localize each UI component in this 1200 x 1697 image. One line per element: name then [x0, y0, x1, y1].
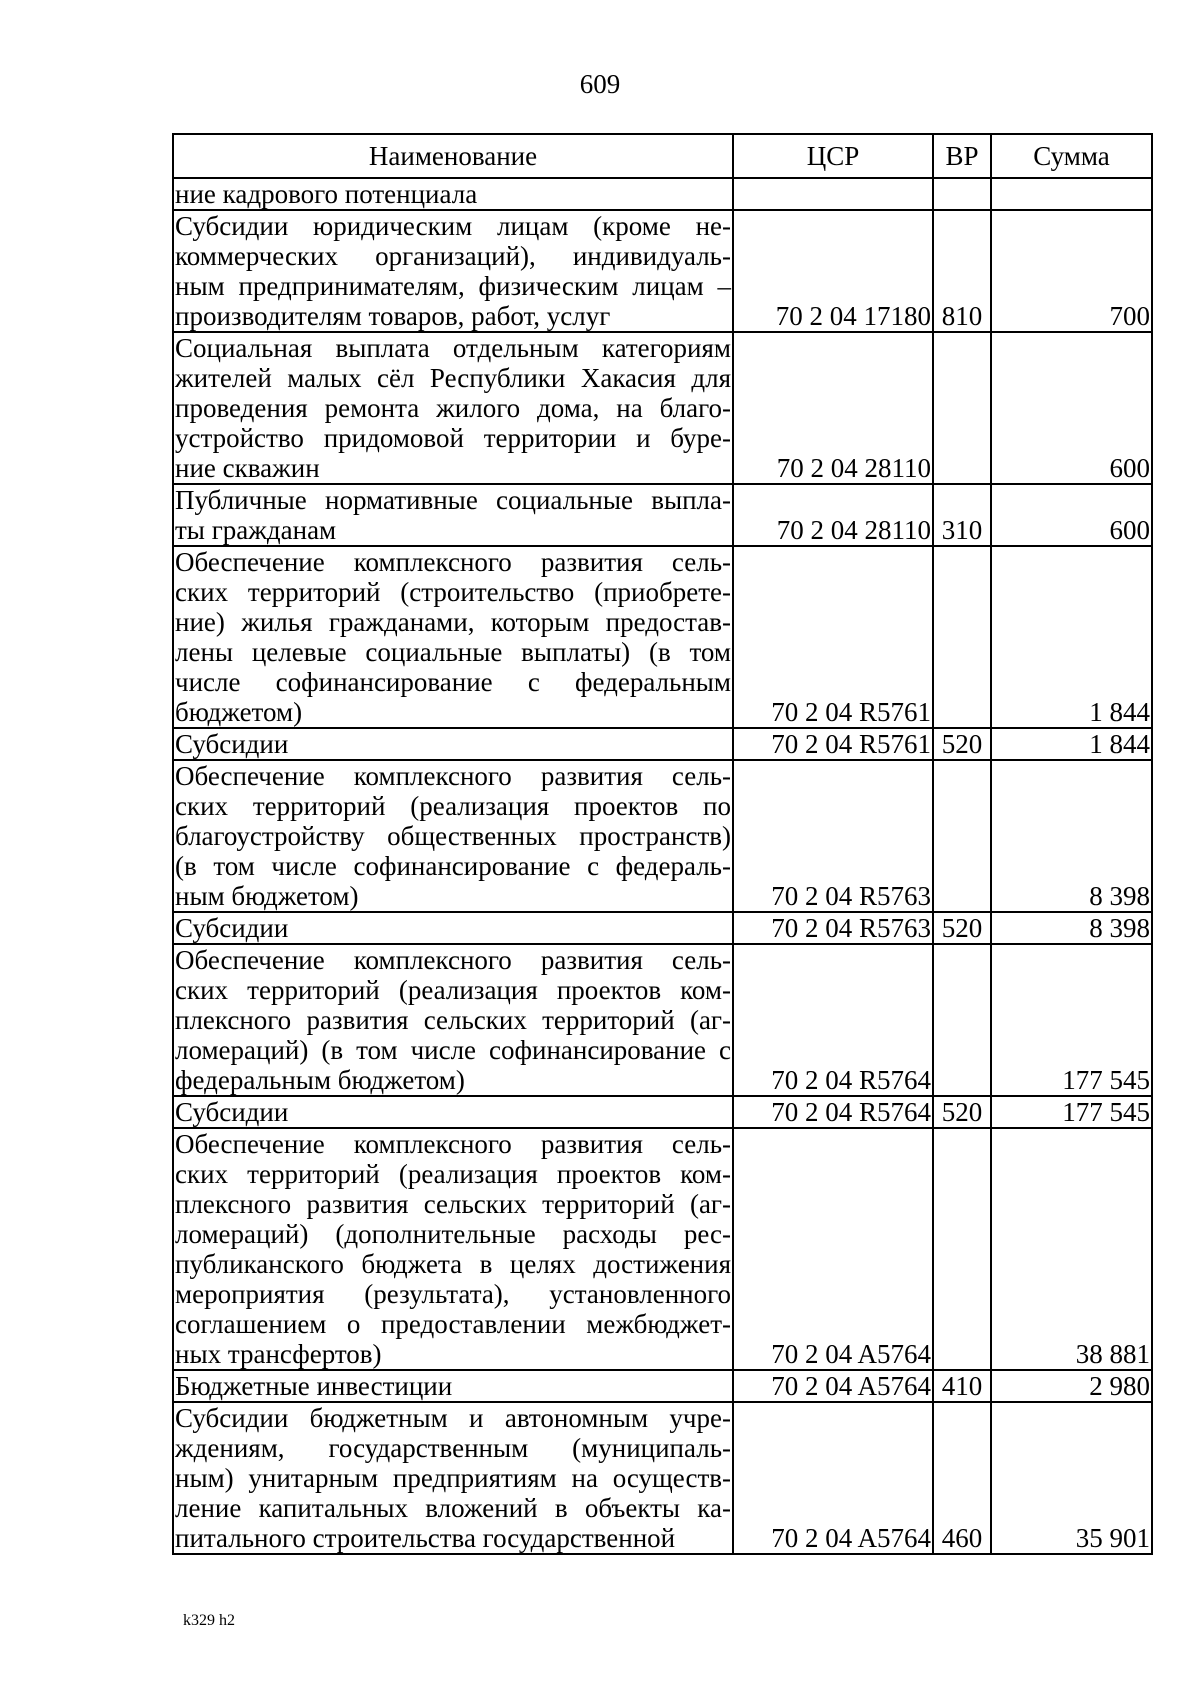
row-name-cell [173, 210, 733, 332]
row-name-line: Социальная выплата отдельным категориям [175, 333, 731, 363]
table-row [173, 1402, 1152, 1554]
row-vr-cell [933, 944, 991, 1096]
row-name-line: ным бюджетом) [175, 881, 359, 911]
row-name-line: благоустройству общественных пространств) [175, 821, 731, 851]
row-name-cell [173, 760, 733, 912]
row-vr-cell [933, 332, 991, 484]
row-name-line: публиканского бюджета в целях достижения [175, 1249, 731, 1279]
header-name: Наименование [173, 134, 733, 178]
row-name-line: ломераций) (в том числе софинансирование с [175, 1035, 731, 1065]
row-name-line: бюджетом) [175, 697, 303, 727]
row-name-line: числе софинансирование с федеральным [175, 667, 731, 697]
row-name-cell [173, 484, 733, 546]
row-name-line: ние) жилья гражданами, которым предостав- [175, 607, 731, 637]
header-vr: ВР [933, 134, 991, 178]
row-name-cell [173, 728, 733, 760]
row-name-line: ских территорий (реализация проектов ком- [175, 1159, 731, 1189]
row-name-line: Бюджетные инвестиции [175, 1371, 453, 1401]
row-vr-cell: 520 [933, 1096, 991, 1128]
row-name-line: ждениям, государственным (муниципаль- [175, 1433, 731, 1463]
table-row [173, 332, 1152, 484]
row-vr-cell: 310 [933, 484, 991, 546]
row-vr-cell: 460 [933, 1402, 991, 1554]
row-name-line: Субсидии бюджетным и автономным учре- [175, 1403, 731, 1433]
footer-code: k329 h2 [183, 1612, 235, 1629]
row-name-line: ских территорий (реализация проектов ком- [175, 975, 731, 1005]
row-name-line: соглашением о предоставлении межбюджет- [175, 1309, 731, 1339]
row-name-line: ных трансфертов) [175, 1339, 382, 1369]
row-name-line: Субсидии юридическим лицам (кроме не- [175, 211, 731, 241]
row-vr-cell [933, 178, 991, 210]
row-sum-cell: 1 844 [991, 546, 1152, 728]
row-vr-cell: 520 [933, 912, 991, 944]
row-name-cell [173, 332, 733, 484]
row-name-line: ным) унитарным предприятиям на осуществ- [175, 1463, 731, 1493]
table-row [173, 178, 1152, 210]
table-row [173, 760, 1152, 912]
table-row [173, 912, 1152, 944]
row-name-line: ломераций) (дополнительные расходы рес- [175, 1219, 731, 1249]
row-name-cell [173, 1128, 733, 1370]
row-name-line: устройство придомовой территории и буре- [175, 423, 731, 453]
row-name-line: ние кадрового потенциала [175, 179, 478, 209]
row-name-line: (в том числе софинансирование с федераль- [175, 851, 731, 881]
row-name-line: плексного развития сельских территорий (аг- [175, 1189, 731, 1219]
table-header-row [173, 134, 1152, 178]
row-name-line: ние скважин [175, 453, 320, 483]
row-vr-cell: 520 [933, 728, 991, 760]
row-name-line: Публичные нормативные социальные выпла- [175, 485, 731, 515]
row-name-line: жителей малых сёл Республики Хакасия для [175, 363, 731, 393]
table-row [173, 546, 1152, 728]
row-name-line: ление капитальных вложений в объекты ка- [175, 1493, 731, 1523]
row-name-line: ских территорий (строительство (приобрете- [175, 577, 731, 607]
row-name-cell [173, 178, 733, 210]
row-name-line: проведения ремонта жилого дома, на благо- [175, 393, 731, 423]
table-row [173, 484, 1152, 546]
row-name-line: ным предпринимателям, физическим лицам – [175, 271, 731, 301]
table-row [173, 1096, 1152, 1128]
row-name-line: Субсидии [175, 1097, 289, 1127]
row-name-line: ты гражданам [175, 515, 337, 545]
row-sum-cell: 600 [991, 332, 1152, 484]
row-csr-cell: 70 2 04 A5764 [733, 1402, 933, 1554]
row-vr-cell [933, 546, 991, 728]
row-name-line: питального строительства государственной [175, 1523, 676, 1553]
budget-table [172, 133, 1153, 1555]
row-csr-cell: 70 2 04 R5763 [733, 912, 933, 944]
table-row [173, 728, 1152, 760]
table-row [173, 944, 1152, 1096]
row-csr-cell [733, 178, 933, 210]
row-name-cell [173, 1402, 733, 1554]
row-sum-cell: 35 901 [991, 1402, 1152, 1554]
row-name-cell [173, 546, 733, 728]
row-name-line: Обеспечение комплексного развития сель- [175, 547, 731, 577]
header-sum: Сумма [991, 134, 1152, 178]
row-csr-cell: 70 2 04 17180 [733, 210, 933, 332]
row-name-line: производителям товаров, работ, услуг [175, 301, 611, 331]
row-name-line: коммерческих организаций), индивидуаль- [175, 241, 731, 271]
row-name-cell [173, 944, 733, 1096]
row-name-line: федеральным бюджетом) [175, 1065, 465, 1095]
row-vr-cell: 810 [933, 210, 991, 332]
row-sum-cell: 177 545 [991, 944, 1152, 1096]
row-name-line: Субсидии [175, 913, 289, 943]
row-csr-cell: 70 2 04 R5761 [733, 728, 933, 760]
row-name-line: Обеспечение комплексного развития сель- [175, 761, 731, 791]
row-name-cell [173, 1096, 733, 1128]
table-body [173, 178, 1152, 1554]
table-row [173, 210, 1152, 332]
table-row [173, 1370, 1152, 1402]
row-name-cell [173, 1370, 733, 1402]
row-csr-cell: 70 2 04 A5764 [733, 1128, 933, 1370]
row-name-line: лены целевые социальные выплаты) (в том [175, 637, 731, 667]
table-row [173, 1128, 1152, 1370]
row-csr-cell: 70 2 04 28110 [733, 484, 933, 546]
row-csr-cell: 70 2 04 R5761 [733, 546, 933, 728]
row-csr-cell: 70 2 04 R5764 [733, 944, 933, 1096]
row-vr-cell: 410 [933, 1370, 991, 1402]
row-vr-cell [933, 760, 991, 912]
row-csr-cell: 70 2 04 28110 [733, 332, 933, 484]
row-name-line: Субсидии [175, 729, 289, 759]
row-sum-cell: 600 [991, 484, 1152, 546]
row-name-cell [173, 912, 733, 944]
row-name-line: мероприятия (результата), установленного [175, 1279, 731, 1309]
row-sum-cell: 8 398 [991, 912, 1152, 944]
row-csr-cell: 70 2 04 R5763 [733, 760, 933, 912]
row-name-line: Обеспечение комплексного развития сель- [175, 945, 731, 975]
row-name-line: ских территорий (реализация проектов по [175, 791, 731, 821]
row-name-line: Обеспечение комплексного развития сель- [175, 1129, 731, 1159]
row-sum-cell: 1 844 [991, 728, 1152, 760]
row-csr-cell: 70 2 04 R5764 [733, 1096, 933, 1128]
row-vr-cell [933, 1128, 991, 1370]
row-sum-cell: 2 980 [991, 1370, 1152, 1402]
page-number: 609 [579, 69, 621, 99]
row-sum-cell: 38 881 [991, 1128, 1152, 1370]
row-sum-cell: 700 [991, 210, 1152, 332]
row-name-line: плексного развития сельских территорий (аг- [175, 1005, 731, 1035]
row-csr-cell: 70 2 04 A5764 [733, 1370, 933, 1402]
row-sum-cell: 8 398 [991, 760, 1152, 912]
row-sum-cell: 177 545 [991, 1096, 1152, 1128]
header-csr: ЦСР [733, 134, 933, 178]
row-sum-cell [991, 178, 1152, 210]
